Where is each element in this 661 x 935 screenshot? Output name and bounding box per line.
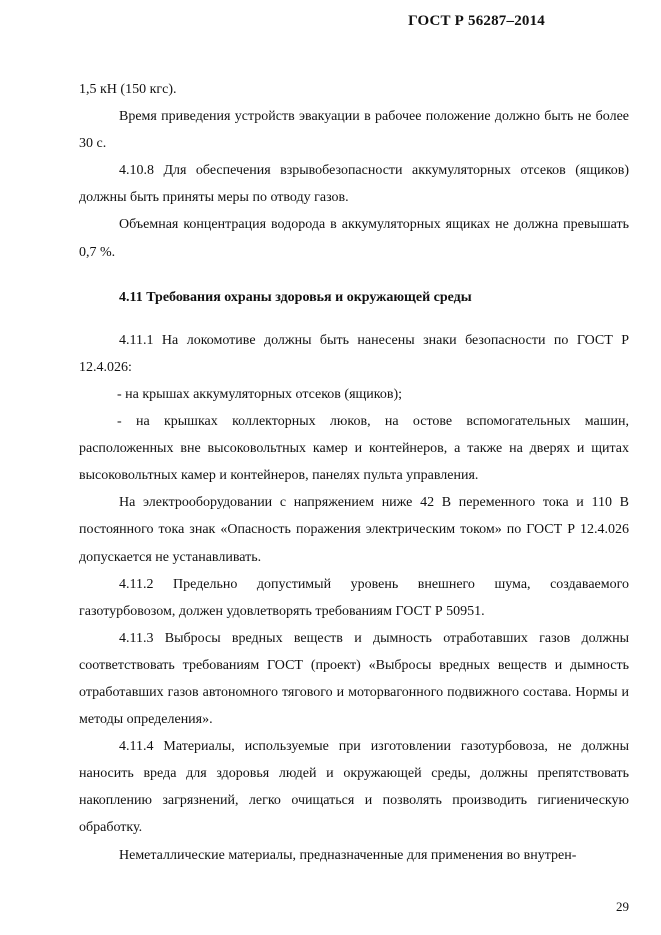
list-item: - на крышках коллекторных люков, на остове вспомогательных машин, расположенных вне высоковольтных камер и контейнеров, а также на дверях и щитах высоковольтных камер и контейнеров, панелях пульта управления. <box>79 414 629 484</box>
paragraph-4-11-2: 4.11.2 Предельно допустимый уровень внешнего шума, создаваемого газотурбовозом, должен удовлетворять требованиям ГОСТ Р 50951. <box>79 576 629 619</box>
paragraph-4-11-3: 4.11.3 Выбросы вредных веществ и дымность отработавших газов должны соответствовать требованиям ГОСТ (проект) «Выбросы вредных веществ и дымность отработавших газов автономного тягового и моторвагонного подвижного состава. Нормы и методы определения». <box>79 630 629 728</box>
document-header: ГОСТ Р 56287–2014 <box>408 13 545 29</box>
paragraph: 1,5 кН (150 кгс). <box>79 82 177 97</box>
paragraph: Объемная концентрация водорода в аккумуляторных ящиках не должна превышать 0,7 %. <box>79 217 629 260</box>
section-heading-4-11: 4.11 Требования охраны здоровья и окружающей среды <box>119 289 472 305</box>
paragraph: На электрооборудовании с напряжением ниже 42 В переменного тока и 110 В постоянного тока знак «Опасность поражения электрическим током» по ГОСТ Р 12.4.026 допускается не устанавливать. <box>79 495 629 565</box>
list-item: - на крышах аккумуляторных отсеков (ящиков); <box>117 386 403 402</box>
paragraph-4-11-1: 4.11.1 На локомотиве должны быть нанесены знаки безопасности по ГОСТ Р 12.4.026: <box>79 332 629 375</box>
paragraph-4-11-4: 4.11.4 Материалы, используемые при изготовлении газотурбовоза, не должны наносить вреда для здоровья людей и окружающей среды, должны препятствовать накоплению загрязнений, легко очищаться и позволять производить гигиеническую обработку. <box>79 739 629 836</box>
page-number: 29 <box>616 899 629 914</box>
paragraph-4-10-8: 4.10.8 Для обеспечения взрывобезопасности аккумуляторных отсеков (ящиков) должны быть приняты меры по отводу газов. <box>79 163 629 206</box>
document-body <box>79 76 629 869</box>
paragraph: Неметаллические материалы, предназначенные для применения во внутрен- <box>119 847 577 863</box>
paragraph: Время приведения устройств эвакуации в рабочее положение должно быть не более 30 с. <box>79 109 629 152</box>
